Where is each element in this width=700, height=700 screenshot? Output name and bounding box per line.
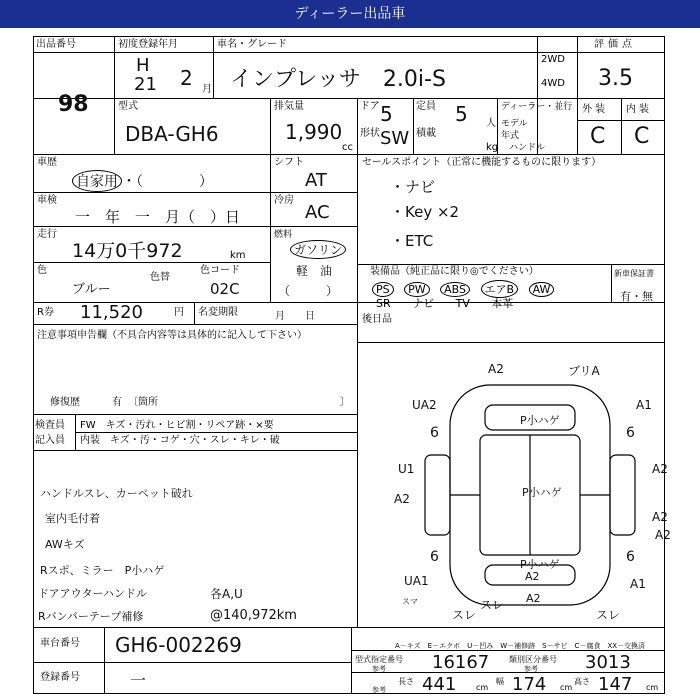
type-no-value: 16167 bbox=[432, 652, 490, 673]
repair-value: 有 bbox=[112, 397, 122, 408]
fuel-gasoline: ガソリン bbox=[290, 240, 346, 259]
lot-no-label: 出品番号 bbox=[36, 39, 76, 50]
cooler-label: 冷房 bbox=[274, 195, 294, 206]
diagram-mark-9: A2 bbox=[394, 492, 410, 506]
width-value: 174 bbox=[512, 674, 547, 695]
history-label: 車歴 bbox=[37, 157, 57, 168]
type-value: DBA-GH6 bbox=[125, 122, 219, 146]
chassis-label: 車台番号 bbox=[40, 638, 80, 649]
cm-label-2: cm bbox=[560, 683, 573, 692]
diagram-mark-6: 6 bbox=[430, 425, 439, 441]
type-no-label: 型式指定番号 bbox=[355, 655, 403, 664]
point-3: ・ETC bbox=[390, 232, 434, 250]
cm-label-3: cm bbox=[646, 683, 659, 692]
inspection-value: 一 年 一 月（ ）日 bbox=[75, 208, 241, 226]
height-value: 147 bbox=[598, 674, 633, 695]
class-no-value: 3013 bbox=[585, 652, 631, 673]
color-code-label: 色コード bbox=[200, 265, 240, 276]
displacement-label: 排気量 bbox=[274, 101, 304, 112]
diagram-mark-13: A2 bbox=[655, 528, 671, 542]
name-change-label: 名変期限 bbox=[198, 307, 238, 318]
fw-row: FW キズ・汚れ・ヒビ割・リペア跡・×要 bbox=[80, 420, 274, 431]
diagram-mark-20: スレ bbox=[452, 608, 477, 622]
diagram-mark-7: 6 bbox=[626, 425, 635, 441]
reg-no-label: 登録番号 bbox=[40, 672, 80, 683]
note-6: Rバンパーテープ補修 bbox=[38, 610, 144, 623]
class-no-label: 類別区分番号 bbox=[509, 655, 557, 664]
shift-label: シフト bbox=[274, 157, 304, 168]
diagram-mark-8: U1 bbox=[398, 462, 415, 476]
month-label: 月 bbox=[202, 84, 212, 95]
ext-value: C bbox=[590, 124, 606, 149]
cooler-value: AC bbox=[305, 202, 330, 223]
diagram-mark-12: A2 bbox=[652, 510, 668, 524]
capacity-label: 定員 bbox=[416, 101, 436, 112]
diagram-mark-15: 6 bbox=[626, 549, 635, 565]
type-label: 型式 bbox=[118, 101, 138, 112]
equip-abs: ABS bbox=[440, 282, 470, 297]
diagram-mark-1: A2 bbox=[488, 362, 504, 376]
note-2: 室内毛付着 bbox=[45, 512, 100, 525]
after-label: 後日品 bbox=[362, 314, 392, 325]
load-label: 積載 bbox=[416, 128, 436, 139]
cc-label: cc bbox=[342, 142, 353, 153]
equip-aw: AW bbox=[529, 282, 555, 297]
person-label: 人 bbox=[486, 118, 496, 129]
color-change-label: 色替 bbox=[150, 272, 170, 283]
4wd-label: 4WD bbox=[541, 78, 565, 89]
ref-label-2: 参考 bbox=[524, 665, 538, 673]
diagram-mark-11: A2 bbox=[652, 462, 668, 476]
color-value: ブルー bbox=[72, 282, 111, 297]
diagram-mark-21: スレ bbox=[480, 598, 505, 612]
shift-value: AT bbox=[305, 170, 327, 191]
handle-label: ハンドル bbox=[509, 143, 546, 153]
ref-label-3: 参考 bbox=[372, 686, 386, 694]
recorder-label: 記入員 bbox=[35, 435, 65, 446]
lot-no-value: 98 bbox=[58, 92, 89, 117]
equip-airbag: エアB bbox=[481, 280, 519, 298]
cm-label-1: cm bbox=[476, 683, 489, 692]
inspector-label: 検査員 bbox=[35, 420, 65, 431]
capacity-value: 5 bbox=[455, 102, 468, 126]
2wd-label: 2WD bbox=[541, 54, 565, 65]
displacement-value: 1,990 bbox=[285, 120, 343, 144]
warranty-label: 新車保証書 bbox=[614, 269, 654, 278]
history-value: 自家用 ・（ ） bbox=[72, 170, 213, 192]
note-extra-2: @140,972km bbox=[210, 608, 297, 623]
int-value: C bbox=[634, 124, 650, 149]
ext-label: 外装 bbox=[582, 104, 608, 115]
legend: A－キズ E－エクボ U－凹み W－補修跡 S－サビ C－腐食 XX－交換済 bbox=[395, 642, 646, 650]
fuel-label: 燃料 bbox=[274, 230, 293, 240]
color-label: 色 bbox=[37, 265, 47, 276]
equip-sr: SR bbox=[376, 297, 391, 310]
fuel-diesel: 軽 油 bbox=[296, 264, 333, 278]
points-label: セールスポイント（正常に機能するものに限ります） bbox=[362, 157, 602, 168]
car-name-label: 車名・グレード bbox=[217, 39, 287, 50]
diagram-mark-17: P小ハゲ bbox=[520, 558, 560, 571]
yen-label: 円 bbox=[174, 307, 184, 318]
repair-bracket: 〕 bbox=[340, 397, 350, 408]
reg-no-value: 一 bbox=[130, 671, 147, 690]
dealer-label: ディーラー・並行 bbox=[501, 102, 573, 112]
score-label: 評価点 bbox=[594, 39, 636, 50]
diagram-mark-24: スマ bbox=[402, 597, 418, 606]
note-extra-1: 各A,U bbox=[210, 587, 243, 601]
color-code-value: 02C bbox=[210, 280, 240, 298]
shape-value: SW bbox=[380, 128, 410, 149]
repair-place: 〔箇所 bbox=[128, 397, 158, 408]
reg-month-value: 2 bbox=[180, 66, 193, 90]
shape-label: 形状 bbox=[360, 128, 380, 139]
warranty-value: 有・無 bbox=[620, 290, 653, 303]
diagram-mark-19: A1 bbox=[630, 577, 646, 591]
fuel-other: （ ） bbox=[278, 284, 339, 298]
car-name-value: インプレッサ 2.0i-S bbox=[230, 67, 446, 92]
diagram-mark-16: UA1 bbox=[404, 574, 429, 588]
note-4: Rスポ、ミラー P小ハゲ bbox=[40, 564, 165, 577]
point-2: ・Key ×2 bbox=[390, 203, 460, 221]
diagram-mark-23: スレ bbox=[596, 608, 621, 622]
score-value: 3.5 bbox=[598, 66, 633, 91]
diagram-mark-22: A2 bbox=[526, 592, 541, 605]
km-label: km bbox=[230, 250, 246, 261]
notes-label: 注意事項申告欄（不具合内容等は具体的に記入して下さい） bbox=[37, 330, 307, 341]
repair-label: 修復歴 bbox=[50, 397, 80, 408]
equip-label: 装備品（純正品に限り◎でください） bbox=[370, 266, 539, 277]
length-label: 長さ bbox=[398, 677, 414, 686]
note-5: ドアアウターハンドル bbox=[38, 587, 148, 600]
equip-pw: PW bbox=[404, 282, 430, 297]
equip-ps: PS bbox=[372, 282, 394, 297]
ref-label-1: 参考 bbox=[372, 665, 386, 673]
r-ken-label: R券 bbox=[37, 307, 54, 318]
banner-title: ディーラー出品車 bbox=[294, 6, 406, 22]
diagram-mark-18: A2 bbox=[525, 570, 540, 583]
diagram-mark-3: UA2 bbox=[412, 398, 437, 412]
width-label: 幅 bbox=[496, 677, 504, 686]
name-change-value: 月 日 bbox=[275, 311, 315, 322]
era-value: H bbox=[136, 55, 150, 76]
model-year-label: モデル年式 bbox=[501, 119, 528, 141]
length-value: 441 bbox=[422, 674, 457, 695]
diagram-mark-10: P小ハゲ bbox=[522, 486, 562, 499]
doors-label: ドア bbox=[360, 101, 380, 112]
inspection-label: 車検 bbox=[37, 195, 57, 206]
chassis-value: GH6-002269 bbox=[115, 633, 242, 657]
mileage-value: 14万0千972 bbox=[72, 240, 183, 262]
equip-tv: TV bbox=[455, 297, 470, 310]
first-reg-label: 初度登録年月 bbox=[118, 39, 178, 50]
int-row: 内装 キズ・汚・コゲ・穴・スレ・キレ・破 bbox=[80, 435, 280, 446]
kg-label: kg bbox=[486, 142, 499, 153]
diagram-mark-2: ブリA bbox=[568, 364, 600, 378]
equip-leather: 本革 bbox=[491, 297, 514, 310]
page-banner bbox=[0, 0, 700, 28]
doors-value: 5 bbox=[380, 102, 393, 126]
diagram-mark-5: P小ハゲ bbox=[520, 414, 560, 427]
point-1: ・ナビ bbox=[390, 178, 436, 196]
equip-navi: ナビ bbox=[412, 297, 435, 310]
equip-row-2 bbox=[376, 295, 513, 311]
diagram-mark-4: A1 bbox=[636, 398, 652, 412]
height-label: 高さ bbox=[574, 677, 590, 686]
note-1: ハンドルスレ、カーペット破れ bbox=[40, 487, 193, 500]
diagram-mark-14: 6 bbox=[430, 549, 439, 565]
reg-year-value: 21 bbox=[134, 74, 157, 95]
mileage-label: 走行 bbox=[37, 229, 57, 240]
r-ken-value: 11,520 bbox=[80, 302, 143, 323]
int-label: 内装 bbox=[626, 104, 652, 115]
note-3: AWキズ bbox=[45, 538, 85, 551]
